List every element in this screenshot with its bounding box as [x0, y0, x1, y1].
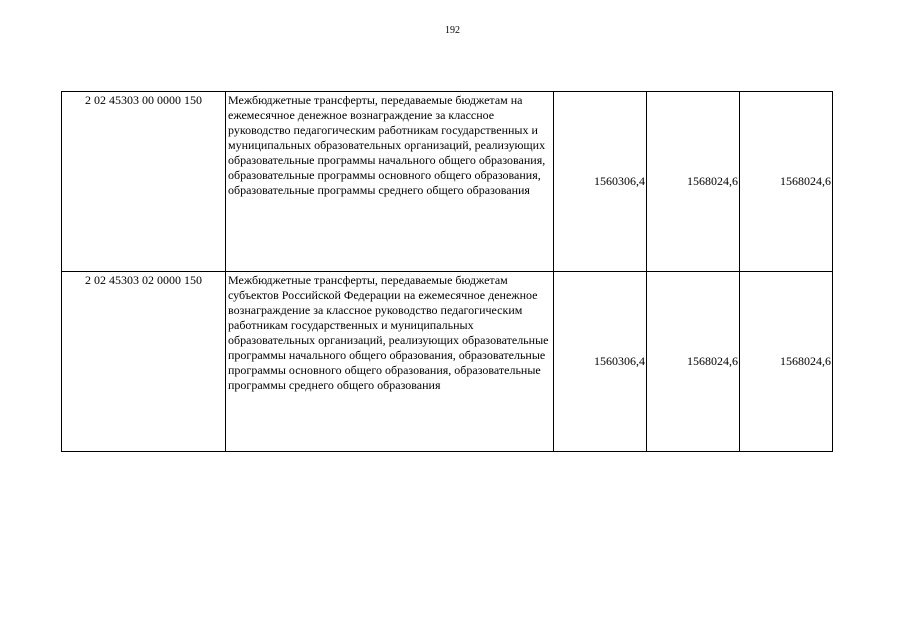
- budget-code-cell: 2 02 45303 02 0000 150: [62, 272, 226, 452]
- budget-code-cell: 2 02 45303 00 0000 150: [62, 92, 226, 272]
- amount-cell-2: 1568024,6: [647, 272, 740, 452]
- table-row: [62, 272, 833, 452]
- amount-cell-2: 1568024,6: [647, 92, 740, 272]
- amount-cell-3: 1568024,6: [740, 272, 833, 452]
- budget-table: [61, 91, 833, 452]
- table-row: [62, 92, 833, 272]
- description-cell: Межбюджетные трансферты, передаваемые бюджетам субъектов Российской Федерации на ежемесячное денежное вознаграждение за классное руководство педагогическим работникам государственных и муниципальных образовательных организаций, реализующих образовательные программы начального общего образования, образовательные программы основного общего образования, образовательные программы среднего общего образования: [226, 272, 554, 452]
- amount-cell-1: 1560306,4: [554, 92, 647, 272]
- description-cell: Межбюджетные трансферты, передаваемые бюджетам на ежемесячное денежное вознаграждение за классное руководство педагогическим работникам государственных и муниципальных образовательных организаций, реализующих образовательные программы начального общего образования, образовательные программы основного общего образования, образовательные программы среднего общего образования: [226, 92, 554, 272]
- amount-cell-1: 1560306,4: [554, 272, 647, 452]
- page-number: 192: [445, 25, 460, 36]
- amount-cell-3: 1568024,6: [740, 92, 833, 272]
